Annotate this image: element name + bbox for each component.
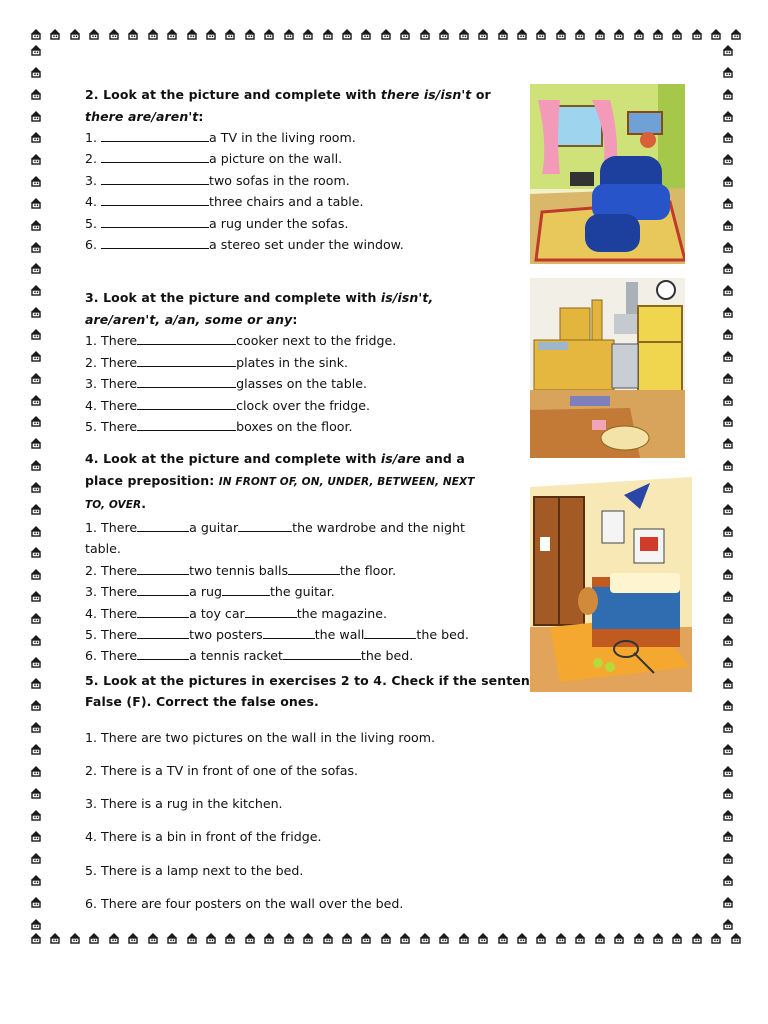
house-icon <box>722 110 734 122</box>
house-icon <box>722 262 734 274</box>
answer-blank[interactable] <box>137 418 236 431</box>
house-icon <box>302 932 314 944</box>
house-icon <box>30 44 42 56</box>
house-icon <box>710 28 722 40</box>
house-icon <box>30 66 42 78</box>
house-icon <box>30 459 42 471</box>
list-item: 5. There two posters the wall the bed. <box>85 627 469 642</box>
house-icon <box>30 328 42 340</box>
house-icon <box>419 28 431 40</box>
house-icon <box>722 306 734 318</box>
answer-blank[interactable] <box>101 193 209 206</box>
exercise-5-heading: 5. Look at the pictures in exercises 2 to 4. Check if the senten False (F). Correct the false ones. <box>85 672 530 710</box>
house-icon <box>722 372 734 384</box>
house-icon <box>322 28 334 40</box>
house-icon <box>722 699 734 711</box>
house-icon <box>574 28 586 40</box>
house-icon <box>722 175 734 187</box>
exercise-3-list <box>85 330 530 437</box>
answer-blank[interactable] <box>263 626 315 639</box>
house-icon <box>722 677 734 689</box>
house-icon <box>283 932 295 944</box>
house-icon <box>438 932 450 944</box>
answer-blank[interactable] <box>137 354 236 367</box>
living-room-illustration <box>530 84 685 264</box>
house-icon <box>205 932 217 944</box>
house-icon <box>30 634 42 646</box>
answer-blank[interactable] <box>137 626 189 639</box>
house-icon <box>30 372 42 384</box>
house-icon <box>594 932 606 944</box>
answer-blank[interactable] <box>288 562 340 575</box>
house-icon <box>30 437 42 449</box>
house-icon <box>30 546 42 558</box>
house-icon <box>613 932 625 944</box>
house-icon <box>244 28 256 40</box>
house-icon <box>722 328 734 340</box>
list-item-continued: table. <box>85 541 121 557</box>
list-item: 5. There boxes on the floor. <box>85 419 353 435</box>
house-icon <box>30 175 42 187</box>
house-icon <box>244 932 256 944</box>
border-bottom <box>30 932 742 946</box>
house-icon <box>30 656 42 668</box>
list-item: 6. There are four posters on the wall over the bed. <box>85 895 404 911</box>
answer-blank[interactable] <box>137 519 189 532</box>
list-item: 1. There are two pictures on the wall in the living room. <box>85 729 436 745</box>
house-icon <box>224 28 236 40</box>
house-icon <box>722 874 734 886</box>
house-icon <box>497 932 509 944</box>
house-icon <box>380 932 392 944</box>
house-icon <box>88 28 100 40</box>
house-icon <box>722 918 734 930</box>
house-icon <box>30 852 42 864</box>
list-item: 2. a picture on the wall. <box>85 151 343 167</box>
house-icon <box>30 153 42 165</box>
house-icon <box>30 415 42 427</box>
house-icon <box>30 721 42 733</box>
house-icon <box>555 28 567 40</box>
house-icon <box>49 28 61 40</box>
answer-blank[interactable] <box>101 236 209 249</box>
house-icon <box>166 932 178 944</box>
house-icon <box>722 590 734 602</box>
answer-blank[interactable] <box>137 647 189 660</box>
house-icon <box>30 88 42 100</box>
house-icon <box>722 415 734 427</box>
house-icon <box>30 262 42 274</box>
house-icon <box>30 918 42 930</box>
house-icon <box>722 437 734 449</box>
house-icon <box>49 932 61 944</box>
house-icon <box>722 830 734 842</box>
house-icon <box>722 503 734 515</box>
house-icon <box>722 153 734 165</box>
list-item: 3. There is a rug in the kitchen. <box>85 796 283 812</box>
list-item: 6. a stereo set under the window. <box>85 237 404 253</box>
house-icon <box>30 306 42 318</box>
answer-blank[interactable] <box>137 332 236 345</box>
house-icon <box>722 284 734 296</box>
house-icon <box>722 66 734 78</box>
house-icon <box>263 28 275 40</box>
list-item: 1. a TV in the living room. <box>85 130 356 145</box>
house-icon <box>30 503 42 515</box>
house-icon <box>30 284 42 296</box>
house-icon <box>30 765 42 777</box>
house-icon <box>419 932 431 944</box>
answer-blank[interactable] <box>283 647 361 660</box>
answer-blank[interactable] <box>101 215 209 228</box>
answer-blank[interactable] <box>238 519 292 532</box>
house-icon <box>30 590 42 602</box>
house-icon <box>691 932 703 944</box>
house-icon <box>322 932 334 944</box>
list-item: 4. There a toy car the magazine. <box>85 605 387 621</box>
house-icon <box>30 241 42 253</box>
house-icon <box>722 44 734 56</box>
house-icon <box>671 28 683 40</box>
house-icon <box>722 88 734 100</box>
exercise-4-list <box>85 517 530 667</box>
house-icon <box>186 932 198 944</box>
house-icon <box>613 28 625 40</box>
kitchen-illustration <box>530 278 685 458</box>
house-icon <box>633 28 645 40</box>
house-icon <box>341 28 353 40</box>
house-icon <box>88 932 100 944</box>
house-icon <box>283 28 295 40</box>
house-icon <box>633 932 645 944</box>
border-left <box>30 44 44 930</box>
answer-blank[interactable] <box>137 605 189 618</box>
house-icon <box>652 28 664 40</box>
house-icon <box>30 28 42 40</box>
house-icon <box>30 219 42 231</box>
list-item: 4. three chairs and a table. <box>85 194 364 210</box>
list-item: 3. two sofas in the room. <box>85 172 350 188</box>
list-item: 1. There cooker next to the fridge. <box>85 333 397 349</box>
house-icon <box>535 932 547 944</box>
list-item: 2. There two tennis balls the floor. <box>85 562 397 578</box>
house-icon <box>205 28 217 40</box>
border-right <box>722 44 736 930</box>
bedroom-illustration <box>530 477 692 692</box>
house-icon <box>671 932 683 944</box>
house-icon <box>147 28 159 40</box>
house-icon <box>30 131 42 143</box>
list-item: 3. There a rug the guitar. <box>85 584 335 600</box>
house-icon <box>458 28 470 40</box>
house-icon <box>722 219 734 231</box>
house-icon <box>477 932 489 944</box>
house-icon <box>497 28 509 40</box>
house-icon <box>166 28 178 40</box>
house-icon <box>69 932 81 944</box>
house-icon <box>30 743 42 755</box>
list-item: 5. a rug under the sofas. <box>85 215 349 231</box>
house-icon <box>302 28 314 40</box>
house-icon <box>30 874 42 886</box>
house-icon <box>30 830 42 842</box>
house-icon <box>722 721 734 733</box>
house-icon <box>691 28 703 40</box>
list-item: 3. There glasses on the table. <box>85 376 367 392</box>
worksheet <box>85 84 530 920</box>
answer-blank[interactable] <box>101 172 209 185</box>
answer-blank[interactable] <box>245 605 297 618</box>
house-icon <box>535 28 547 40</box>
house-icon <box>186 28 198 40</box>
house-icon <box>516 932 528 944</box>
house-icon <box>30 896 42 908</box>
house-icon <box>399 932 411 944</box>
house-icon <box>652 932 664 944</box>
house-icon <box>722 743 734 755</box>
list-item: 2. There plates in the sink. <box>85 354 349 370</box>
answer-blank[interactable] <box>137 583 189 596</box>
exercise-2-heading: 2. Look at the picture and complete with there is/isn't or there are/aren't: <box>85 87 491 124</box>
answer-blank[interactable] <box>101 129 209 142</box>
house-icon <box>127 28 139 40</box>
house-icon <box>380 28 392 40</box>
house-icon <box>69 28 81 40</box>
house-icon <box>263 932 275 944</box>
house-icon <box>30 568 42 580</box>
list-item: 2. There is a TV in front of one of the sofas. <box>85 763 359 779</box>
house-icon <box>30 809 42 821</box>
exercise-2-list <box>85 127 530 255</box>
house-icon <box>722 546 734 558</box>
house-icon <box>108 28 120 40</box>
answer-blank[interactable] <box>101 150 209 163</box>
house-icon <box>722 131 734 143</box>
answer-blank[interactable] <box>137 397 236 410</box>
house-icon <box>30 481 42 493</box>
exercise-3-heading: 3. Look at the picture and complete with is/isn't, are/aren't, a/an, some or any: <box>85 290 434 327</box>
house-icon <box>458 932 470 944</box>
answer-blank[interactable] <box>137 375 236 388</box>
house-icon <box>722 656 734 668</box>
house-icon <box>127 932 139 944</box>
border-top <box>30 28 742 42</box>
house-icon <box>710 932 722 944</box>
exercise-5-list <box>85 721 530 920</box>
house-icon <box>722 612 734 624</box>
house-icon <box>438 28 450 40</box>
house-icon <box>30 197 42 209</box>
house-icon <box>722 394 734 406</box>
house-icon <box>722 852 734 864</box>
kitchen-picture <box>530 278 685 458</box>
list-item: 1. There a guitar the wardrobe and the night <box>85 519 465 535</box>
list-item: 5. There is a lamp next to the bed. <box>85 862 304 878</box>
house-icon <box>30 394 42 406</box>
house-icon <box>730 932 742 944</box>
house-icon <box>594 28 606 40</box>
house-icon <box>30 787 42 799</box>
list-item: 6. There a tennis racket the bed. <box>85 648 414 664</box>
house-icon <box>722 459 734 471</box>
house-icon <box>516 28 528 40</box>
house-icon <box>722 197 734 209</box>
house-icon <box>30 350 42 362</box>
house-icon <box>30 612 42 624</box>
house-icon <box>730 28 742 40</box>
house-icon <box>722 809 734 821</box>
list-item: 4. There is a bin in front of the fridge. <box>85 829 322 845</box>
house-icon <box>722 896 734 908</box>
living-room-picture <box>530 84 685 264</box>
house-icon <box>722 525 734 537</box>
house-icon <box>360 932 372 944</box>
house-icon <box>555 932 567 944</box>
house-icon <box>722 241 734 253</box>
house-icon <box>477 28 489 40</box>
bedroom-picture <box>530 477 692 692</box>
house-icon <box>722 634 734 646</box>
answer-blank[interactable] <box>364 626 416 639</box>
house-icon <box>147 932 159 944</box>
house-icon <box>30 699 42 711</box>
house-icon <box>30 110 42 122</box>
list-item: 4. There clock over the fridge. <box>85 397 371 413</box>
house-icon <box>108 932 120 944</box>
answer-blank[interactable] <box>137 562 189 575</box>
house-icon <box>722 350 734 362</box>
house-icon <box>722 568 734 580</box>
house-icon <box>30 525 42 537</box>
house-icon <box>722 481 734 493</box>
house-icon <box>399 28 411 40</box>
house-icon <box>360 28 372 40</box>
house-icon <box>30 677 42 689</box>
house-icon <box>224 932 236 944</box>
answer-blank[interactable] <box>222 583 270 596</box>
house-icon <box>722 765 734 777</box>
house-icon <box>722 787 734 799</box>
house-icon <box>341 932 353 944</box>
house-icon <box>30 932 42 944</box>
house-icon <box>574 932 586 944</box>
exercise-4-heading: 4. Look at the picture and complete with is/are and a place preposition: IN FRONT OF, ON, UNDER, BETWEEN, NEXT TO, OVER. <box>85 451 475 512</box>
